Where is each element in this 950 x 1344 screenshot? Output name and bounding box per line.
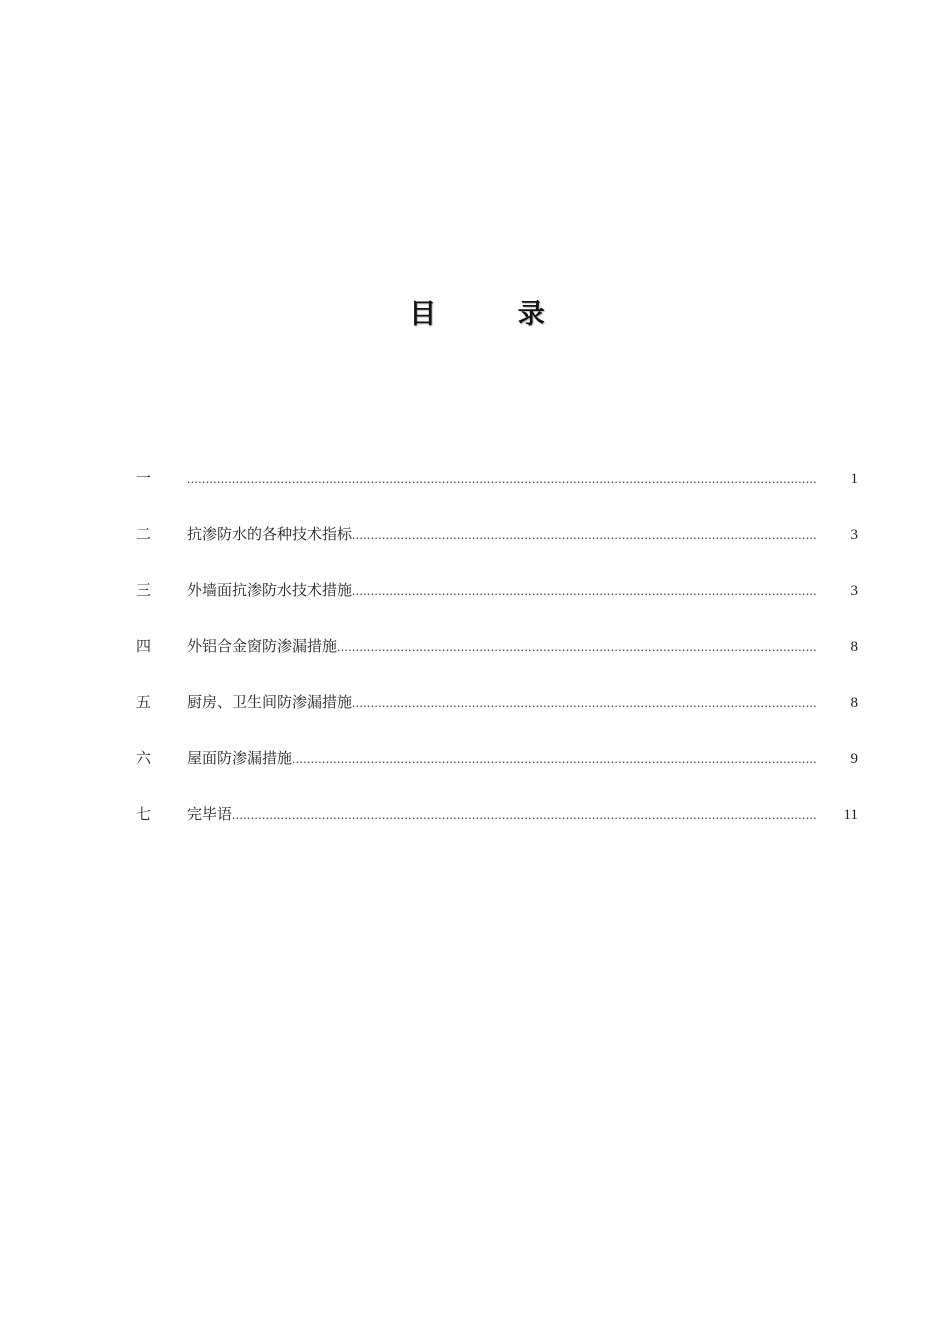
toc-entry-page: 8 xyxy=(850,639,858,655)
toc-entry-number: 六 xyxy=(136,751,152,767)
toc-entry-number: 四 xyxy=(136,639,152,655)
toc-entry-number: 五 xyxy=(136,695,152,711)
toc-entry-number: 一 xyxy=(136,471,152,487)
toc-dot-leader xyxy=(352,578,818,604)
toc-dot-leader xyxy=(352,522,818,548)
toc-entry-page: 11 xyxy=(843,807,858,823)
toc-entry[interactable] xyxy=(136,466,858,522)
toc-entry[interactable] xyxy=(136,690,858,746)
toc-entry-title: 外铝合金窗防渗漏措施 xyxy=(187,639,338,655)
toc-dot-leader xyxy=(232,802,818,828)
toc-dot-leader xyxy=(352,690,818,716)
toc-entry-number: 七 xyxy=(136,807,152,823)
toc-entry-title: 屋面防渗漏措施 xyxy=(187,751,293,767)
toc-entry[interactable] xyxy=(136,522,858,578)
toc-entry-page: 3 xyxy=(850,527,858,543)
toc-entry-title: 厨房、卫生间防渗漏措施 xyxy=(187,695,353,711)
toc-entry-page: 1 xyxy=(850,471,858,487)
toc-entry-page: 8 xyxy=(850,695,858,711)
toc-dot-leader xyxy=(292,746,818,772)
toc-entry-title: 完毕语 xyxy=(187,807,233,823)
toc-entry-number: 三 xyxy=(136,583,152,599)
toc-entry[interactable] xyxy=(136,746,858,802)
table-of-contents xyxy=(136,466,858,858)
toc-entry-page: 3 xyxy=(850,583,858,599)
toc-entry[interactable] xyxy=(136,578,858,634)
toc-entry[interactable] xyxy=(136,634,858,690)
toc-dot-leader xyxy=(337,634,818,660)
page-title: 目 录 xyxy=(409,299,581,330)
toc-entry-number: 二 xyxy=(136,527,152,543)
toc-entry[interactable] xyxy=(136,802,858,858)
toc-dot-leader xyxy=(187,466,818,492)
toc-entry-title: 外墙面抗渗防水技术措施 xyxy=(187,583,353,599)
toc-entry-title: 抗渗防水的各种技术指标 xyxy=(187,527,353,543)
toc-entry-page: 9 xyxy=(850,751,858,767)
